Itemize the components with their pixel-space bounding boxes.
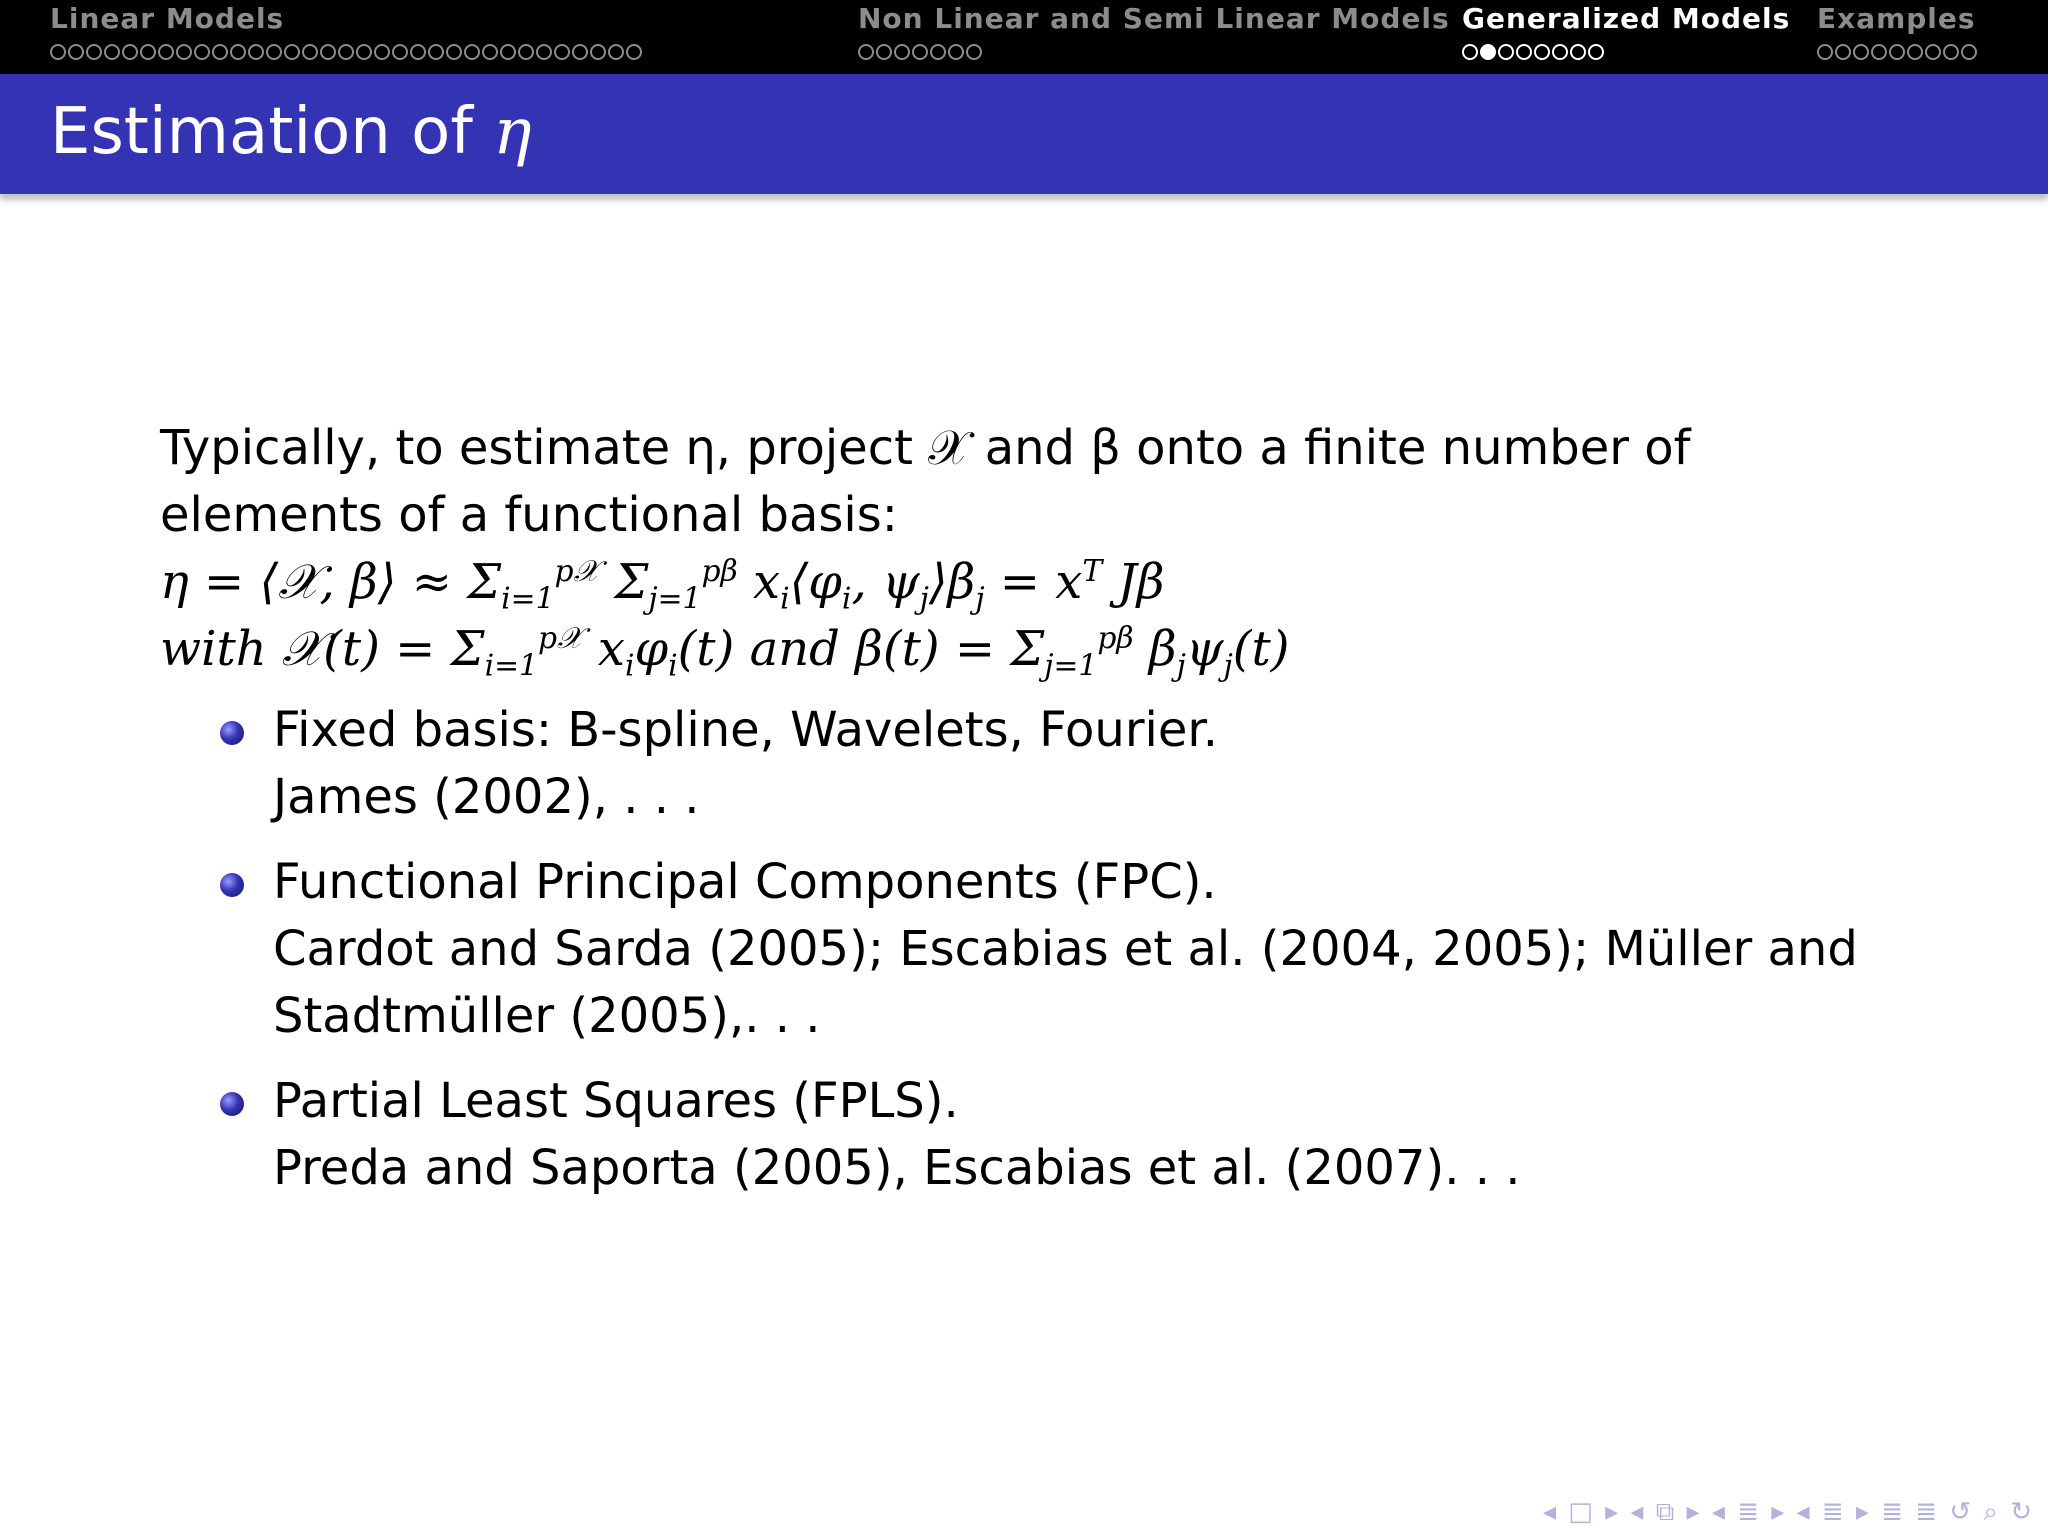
frame-dot[interactable] — [1943, 44, 1959, 60]
frame-dot[interactable] — [158, 44, 174, 60]
frame-dot[interactable] — [464, 44, 480, 60]
item-title: Functional Principal Components (FPC). — [273, 854, 1217, 910]
frame-dot[interactable] — [966, 44, 982, 60]
frame-dot[interactable] — [572, 44, 588, 60]
frame-dot[interactable] — [1552, 44, 1568, 60]
frame-dot[interactable] — [284, 44, 300, 60]
frame-dot[interactable] — [104, 44, 120, 60]
frame-dot[interactable] — [930, 44, 946, 60]
item-reference: James (2002), . . . — [273, 769, 700, 825]
frame-dot[interactable] — [590, 44, 606, 60]
list-item — [160, 849, 1960, 1050]
frame-dot[interactable] — [374, 44, 390, 60]
frame-dots — [50, 44, 642, 64]
frame-title-symbol: η — [493, 95, 532, 169]
section-label: Non Linear and Semi Linear Models — [858, 2, 1450, 35]
frame-dot[interactable] — [68, 44, 84, 60]
item-reference: Cardot and Sarda (2005); Escabias et al. (2004, 2005); Müller and — [273, 921, 1858, 977]
frame-dot[interactable] — [1588, 44, 1604, 60]
frame-dot[interactable] — [1516, 44, 1532, 60]
frame-dot[interactable] — [320, 44, 336, 60]
formula-eta: η = ⟨𝒳, β⟩ ≈ $\Sigma_{i=1}^{p𝒳}$ $\Sigma_{j=1}^{p\beta}$ $x_i⟨\varphi_i$, $\psi_j⟩\beta_j = x^T$ Jβ — [160, 554, 1165, 617]
frame-dot[interactable] — [446, 44, 462, 60]
frame-dot[interactable] — [626, 44, 642, 60]
frame-dot[interactable] — [1534, 44, 1550, 60]
frame-dot[interactable] — [1498, 44, 1514, 60]
frame-dot[interactable] — [230, 44, 246, 60]
frame-dot[interactable] — [248, 44, 264, 60]
frame-dot[interactable] — [194, 44, 210, 60]
section-navigation-bar — [0, 0, 2048, 74]
frame-dot[interactable] — [50, 44, 66, 60]
frame-dot[interactable] — [86, 44, 102, 60]
intro-line-2: elements of a functional basis: — [160, 487, 898, 543]
item-title: Partial Least Squares (FPLS). — [273, 1073, 959, 1129]
frame-dots — [1462, 44, 1790, 64]
section-non-linear-models[interactable] — [858, 2, 1450, 64]
frame-title-text: Estimation of — [50, 95, 494, 169]
item-reference: Preda and Saporta (2005), Escabias et al. (2007). . . — [273, 1140, 1521, 1196]
frame-dot[interactable] — [1889, 44, 1905, 60]
frame-dot[interactable] — [912, 44, 928, 60]
frame-dot[interactable] — [858, 44, 874, 60]
item-reference-continued: Stadtmüller (2005),. . . — [273, 988, 821, 1044]
intro-line-1: Typically, to estimate η, project 𝒳 and β onto a finite number of — [160, 420, 1691, 476]
frame-dot[interactable] — [518, 44, 534, 60]
frame-dot[interactable] — [140, 44, 156, 60]
frame-dot[interactable] — [1835, 44, 1851, 60]
frame-dot[interactable] — [608, 44, 624, 60]
bullet-icon — [220, 1092, 244, 1116]
beamer-navigation-symbols[interactable]: ◂ □ ▸ ◂ ⧉ ▸ ◂ ≣ ▸ ◂ ≣ ▸ ≣ ≣ ↺ ⌕ ↻ — [1542, 1497, 2034, 1527]
current-frame-dot[interactable] — [1480, 44, 1496, 60]
frame-dots — [858, 44, 1450, 64]
method-list — [160, 697, 1960, 1202]
item-title: Fixed basis: B-spline, Wavelets, Fourier. — [273, 702, 1218, 758]
bullet-icon — [220, 721, 244, 745]
frame-title-bar — [0, 74, 2048, 194]
frame-dot[interactable] — [482, 44, 498, 60]
section-label: Examples — [1817, 2, 1976, 35]
section-linear-models[interactable] — [50, 2, 642, 64]
frame-dot[interactable] — [1570, 44, 1586, 60]
frame-dot[interactable] — [392, 44, 408, 60]
frame-dot[interactable] — [1907, 44, 1923, 60]
section-generalized-models[interactable] — [1462, 2, 1790, 64]
frame-dot[interactable] — [500, 44, 516, 60]
section-label: Linear Models — [50, 2, 285, 35]
frame-dot[interactable] — [1871, 44, 1887, 60]
frame-dot[interactable] — [428, 44, 444, 60]
frame-dot[interactable] — [356, 44, 372, 60]
frame-dot[interactable] — [266, 44, 282, 60]
frame-dot[interactable] — [1925, 44, 1941, 60]
frame-dot[interactable] — [122, 44, 138, 60]
frame-dot[interactable] — [1961, 44, 1977, 60]
frame-dot[interactable] — [338, 44, 354, 60]
frame-dot[interactable] — [1817, 44, 1833, 60]
frame-dot[interactable] — [536, 44, 552, 60]
frame-dot[interactable] — [212, 44, 228, 60]
list-item — [160, 697, 1960, 831]
frame-dot[interactable] — [410, 44, 426, 60]
frame-dot[interactable] — [876, 44, 892, 60]
formula-basis-expansion: with 𝒳(t) = $\Sigma_{i=1}^{p𝒳}$ $x_i\varphi_i(t)$ and $\beta(t) = \Sigma_{j=1}^{p\beta}$ $\beta_j\psi_j(t)$ — [160, 621, 1290, 684]
section-label: Generalized Models — [1462, 2, 1791, 35]
frame-dot[interactable] — [948, 44, 964, 60]
frame-dot[interactable] — [176, 44, 192, 60]
frame-dot[interactable] — [1462, 44, 1478, 60]
frame-title — [50, 94, 532, 170]
list-item — [160, 1068, 1960, 1202]
frame-dot[interactable] — [1853, 44, 1869, 60]
frame-dot[interactable] — [894, 44, 910, 60]
section-examples[interactable] — [1817, 2, 1977, 64]
slide-content — [160, 415, 1960, 1220]
frame-dots — [1817, 44, 1977, 64]
frame-dot[interactable] — [554, 44, 570, 60]
frame-dot[interactable] — [302, 44, 318, 60]
bullet-icon — [220, 873, 244, 897]
